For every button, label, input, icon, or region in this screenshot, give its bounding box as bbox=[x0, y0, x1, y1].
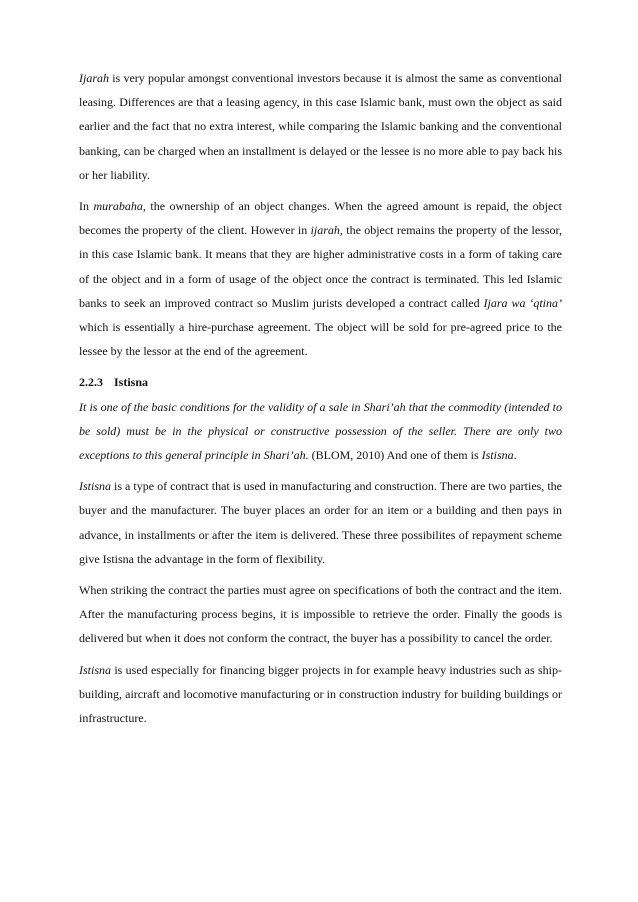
citation-text: (BLOM, 2010) And one of them is bbox=[308, 448, 482, 463]
paragraph-text: is a type of contract that is used in manufacturing and construction. There are two parties, the buyer and the manufacturer. The buyer places an order for an item or a building and then pays in advance, in installments or after the item is delivered. These three possibilites of repayment scheme give Istisna the advantage in the form of flexibility. bbox=[79, 479, 562, 566]
section-title: Istisna bbox=[114, 375, 149, 390]
paragraph-text: is used especially for financing bigger projects in for example heavy industries such as ship-building, aircraft and locomotive manufacturing or in construction industry for building buildings or infrastructure. bbox=[79, 662, 562, 726]
paragraph-ijarah bbox=[79, 66, 562, 187]
term-murabaha: murabaha bbox=[93, 199, 143, 214]
paragraph-murabaha bbox=[79, 194, 562, 363]
paragraph-text: , the object remains the property of the lessor, in this case Islamic bank. It means that they are higher administrative costs in a form of taking care of the object and in a form of usage of the object once the contract is terminated. This led Islamic banks to seek an improved contract so Muslim jurists developed a contract called bbox=[79, 223, 562, 310]
section-number: 2.2.3 bbox=[79, 375, 103, 390]
paragraph-text: which is essentially a hire-purchase agreement. The object will be sold for pre-agreed price to the lessee by the lessor at the end of the agreement. bbox=[79, 320, 562, 359]
term-istisna: Istisna bbox=[79, 662, 112, 677]
paragraph-contract-terms bbox=[79, 578, 562, 651]
paragraph-text: In bbox=[79, 199, 94, 214]
term-ijara-wa-qtina: Ijara wa ‘qtina’ bbox=[483, 295, 563, 310]
term-istisna: Istisna bbox=[79, 479, 112, 494]
term-istisna: Istisna bbox=[481, 448, 514, 463]
block-quote: It is one of the basic conditions for the validity of a sale in Shari’ah that the commodity (intended to be sold) must be in the physical or constructive possession of the seller. There are only two exceptions to this general principle in Shari’ah. bbox=[79, 399, 562, 463]
term-ijarah: ijarah bbox=[310, 223, 340, 238]
paragraph-text: When striking the contract the parties must agree on specifications of both the contract and the item. After the manufacturing process begins, it is impossible to retrieve the order. Finally the goods is delivered but when it does not conform the contract, the buyer has a possibility to cancel the order. bbox=[79, 583, 562, 646]
paragraph-istisna-quote bbox=[79, 395, 562, 468]
paragraph-text: , the ownership of an object changes. When the agreed amount is repaid, the object becomes the property of the client. However in bbox=[79, 199, 562, 238]
paragraph-text: is very popular amongst conventional investors because it is almost the same as conventional leasing. Differences are that a leasing agency, in this case Islamic bank, must own the object as said earlier and the fact that no extra interest, while comparing the Islamic banking and the conventional banking, can be charged when an installment is delayed or the lessee is no more able to pay back his or her liability. bbox=[79, 71, 562, 182]
paragraph-istisna-definition bbox=[79, 474, 562, 571]
paragraph-istisna-usage bbox=[79, 658, 562, 731]
term-ijarah: Ijarah bbox=[79, 71, 109, 85]
paragraph-text: . bbox=[513, 448, 517, 463]
section-heading bbox=[79, 370, 562, 394]
document-page bbox=[79, 66, 562, 737]
